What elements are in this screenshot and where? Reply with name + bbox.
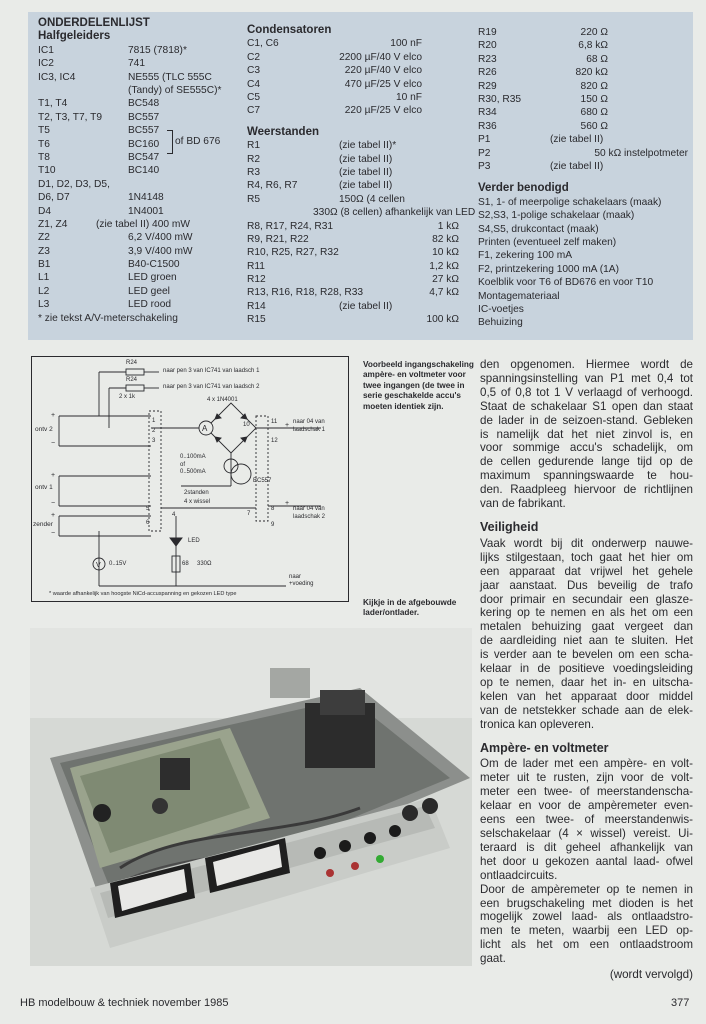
text-line: Printen (eventueel zelf maken) <box>478 236 617 248</box>
part-value: NE555 (TLC 555C <box>128 71 212 83</box>
label-ontv1: ontv 1 <box>35 484 53 491</box>
part-ref: R19 <box>478 27 497 38</box>
pin-12: 12 <box>271 438 278 444</box>
part-ref: C1, C6 <box>247 38 279 50</box>
part-value: (zie tabel II) <box>339 300 393 312</box>
parts-row <box>478 106 688 119</box>
part-ref: P1 <box>478 134 491 146</box>
parts-row <box>247 64 467 77</box>
part-value: 330Ω (8 cellen) afhankelijk van LED <box>313 207 476 219</box>
part-ref: R12 <box>247 274 266 286</box>
part-value: 1,2 kΩ <box>429 260 459 272</box>
parts-row <box>38 44 248 57</box>
parts-row <box>478 26 688 39</box>
label-bc557: BC557 <box>253 478 272 484</box>
part-ref: R14 <box>247 300 266 312</box>
parts-row <box>38 271 248 284</box>
part-ref: L2 <box>38 285 50 297</box>
text-line: een apparaat dat vrijwel het gehele <box>480 564 693 578</box>
part-value: 100 nF <box>390 38 422 50</box>
text-line: het door u gekozen aantal laad- ofwel <box>480 854 693 868</box>
part-value: 1N4001 <box>128 205 164 217</box>
footer-magazine: HB modelbouw & techniek november 1985 <box>20 997 229 1009</box>
parts-row <box>247 300 467 313</box>
part-value: 741 <box>128 58 145 70</box>
part-ref: Z3 <box>38 245 50 257</box>
part-value: (zie tabel II) 400 mW <box>96 218 190 230</box>
part-ref: R8, R17, R24, R31 <box>247 220 334 232</box>
text-line: voor sommige accu's schadelijk, om <box>480 441 693 455</box>
part-value: 6,2 V/400 mW <box>128 232 193 244</box>
part-ref: C2 <box>247 51 261 63</box>
text-line: IC-voetjes <box>478 303 524 315</box>
text-line: F1, zekering 100 mA <box>478 250 572 262</box>
part-value: (zie tabel II) <box>339 180 393 192</box>
part-value: BC557 <box>128 125 160 137</box>
parts-row <box>478 66 688 79</box>
text-line: mogelijk zowel laad- als ontlaadstro- <box>480 910 693 924</box>
text-line: van de netstekker schade aan de elek- <box>480 703 693 717</box>
part-ref: R23 <box>478 53 497 65</box>
text-line: eens een twee- of meerstandenwis- <box>480 813 693 827</box>
label-minus-3: − <box>51 530 56 537</box>
label-r24b: R24 <box>126 377 138 383</box>
part-value: (zie tabel II)* <box>339 140 397 152</box>
part-ref: R36 <box>478 120 497 132</box>
parts-row <box>247 91 467 104</box>
label-standen: 2standen <box>184 490 209 496</box>
text-line: tronica kan opleveren. <box>480 717 595 731</box>
parts-row <box>478 53 688 66</box>
text-line: S1, 1- of meerpolige schakelaars (maak) <box>478 196 662 208</box>
parts-row <box>247 104 467 117</box>
part-value: 2200 µF/40 V elco <box>339 51 422 63</box>
part-ref: P2 <box>478 147 491 159</box>
part-value: BC160 <box>128 138 160 150</box>
section-body-veiligheid <box>480 537 693 732</box>
text-line: kering op te nemen en als het om een <box>480 606 693 620</box>
part-ref: IC2 <box>38 58 54 70</box>
parts-row <box>478 147 688 160</box>
text-line: door primair en secundair een glasze- <box>480 592 693 606</box>
part-ref: P3 <box>478 160 491 172</box>
svg-text:V: V <box>96 562 101 569</box>
part-ref: R11 <box>247 260 265 272</box>
text-line: is namelijk dat het niet zinvol is, en <box>480 427 693 441</box>
part-ref: T5 <box>38 125 50 137</box>
article-column <box>480 358 693 982</box>
text-line: van de fabrikant. <box>480 497 566 511</box>
part-ref: R30, R35 <box>478 93 522 105</box>
label-led: LED <box>188 538 200 544</box>
part-value: 100 kΩ <box>426 314 459 326</box>
label-r24a: R24 <box>126 360 138 366</box>
parts-row <box>478 160 688 173</box>
capacitor-rows <box>247 37 467 117</box>
label-to04-1a: naar 04 van <box>293 419 325 425</box>
parts-list-title: ONDERDELENLIJST <box>38 17 150 29</box>
parts-row <box>38 285 248 298</box>
parts-row <box>247 273 467 286</box>
text-line: Koelblik voor T6 of BD676 en voor T10 <box>478 277 654 289</box>
device-photo <box>30 628 472 966</box>
right-parts-column <box>478 26 688 330</box>
label-naar: naar <box>289 574 302 580</box>
label-pin3-2: naar pen 3 van IC741 van laadsch 2 <box>163 384 260 390</box>
part-ref: IC1 <box>38 44 54 56</box>
part-ref: R5 <box>247 193 261 205</box>
parts-row <box>247 139 467 152</box>
pin-9: 9 <box>271 522 275 528</box>
text-line: 0,5 of 0,8 tot 1 V verlaagd of verhoogd. <box>480 385 693 399</box>
section-body-meter-2 <box>480 883 693 966</box>
text-line: ontlaadcircuits. <box>480 868 558 882</box>
text-line: Door de ampèremeter op te nemen in <box>480 882 693 896</box>
parts-row <box>478 80 688 93</box>
section-body-meter <box>480 757 693 882</box>
part-value: 10 kΩ <box>432 247 459 259</box>
text-line: licht als het om een ontlaadstroom <box>480 938 693 952</box>
part-value: 820 kΩ <box>575 67 608 79</box>
parts-row <box>247 166 467 179</box>
text-line: men te meten, waarbij een LED op- <box>480 924 693 938</box>
part-value: 820 Ω <box>580 80 608 92</box>
parts-row <box>38 151 248 164</box>
part-ref: R13, R16, R18, R28, R33 <box>247 287 364 299</box>
label-to04-2a: naar 04 van <box>293 506 325 512</box>
parts-row <box>247 313 467 326</box>
part-ref: IC3, IC4 <box>38 71 76 83</box>
part-value: 1N4148 <box>128 192 164 204</box>
parts-row <box>38 191 248 204</box>
photo-caption: Kijkje in de afgebouwde lader/ontlader. <box>363 598 457 618</box>
pin-3: 3 <box>152 438 156 444</box>
text-line: Behuizing <box>478 317 523 329</box>
parts-row <box>247 233 467 246</box>
resistor-rows <box>247 139 476 326</box>
section-title-veiligheid: Veiligheid <box>480 519 539 534</box>
part-ref: R3 <box>247 166 261 178</box>
label-plus-4: + <box>285 422 290 429</box>
part-ref: L1 <box>38 272 50 284</box>
label-plus-1: + <box>51 412 56 419</box>
parts-row <box>38 258 248 271</box>
text-line: op te nemen, daar het in- en uitscha- <box>480 675 693 689</box>
part-ref: R2 <box>247 153 261 165</box>
text-line: Om de lader met een ampère- en volt- <box>480 757 693 771</box>
label-pin3-1: naar pen 3 van IC741 van laadsch 1 <box>163 368 260 374</box>
part-value: 220 µF/25 V elco <box>344 105 422 117</box>
part-value: LED groen <box>128 272 177 284</box>
text-line: de cellen gedurende lange tijd op de <box>480 455 693 469</box>
label-plus-2: + <box>51 472 56 479</box>
part-ref: R20 <box>478 40 497 52</box>
parts-row <box>38 71 248 84</box>
text-line: Vaak wordt bij dit onderwerp nauwe- <box>480 536 693 550</box>
part-value: (zie tabel II) <box>339 153 393 165</box>
parts-row <box>38 164 248 177</box>
parts-row <box>247 193 467 206</box>
part-value: BC548 <box>128 98 160 110</box>
label-volt: 0..15V <box>109 561 127 567</box>
text-line: Staat de schakelaar S1 open dan staat <box>480 399 693 413</box>
part-ref: C3 <box>247 65 261 77</box>
text-line: meter uit te rusten, zijn voor de volt- <box>480 771 693 785</box>
part-ref: R34 <box>478 107 497 119</box>
part-value: (zie tabel II) <box>550 160 604 172</box>
brace-note: of BD 676 <box>175 136 221 147</box>
text-line: de lader in de seizoen-stand. Gebleken <box>480 413 693 427</box>
section-title-meter: Ampère- en voltmeter <box>480 740 609 755</box>
parts-row <box>38 218 248 231</box>
text-line: kelaar en voor de ampèremeter even- <box>480 799 693 813</box>
part-ref: R26 <box>478 67 497 79</box>
part-ref: C5 <box>247 91 261 103</box>
label-diodes: 4 x 1N4001 <box>207 397 238 403</box>
label-meter2: 0..500mA <box>180 469 206 475</box>
label-r330: 330Ω <box>197 561 212 567</box>
other-heading: Verder benodigd <box>478 182 569 195</box>
pin-6: 6 <box>146 520 150 526</box>
part-value: 220 µF/40 V elco <box>344 65 422 77</box>
text-line: S2,S3, 1-polige schakelaar (maak) <box>478 210 635 222</box>
pin-4: 4 <box>172 512 176 518</box>
part-value: (zie tabel II) <box>550 134 604 146</box>
text-line: meter een twee- of meerstandenscha- <box>480 785 693 799</box>
pin-8: 8 <box>271 506 275 512</box>
parts-row <box>38 84 248 97</box>
continued-note: (wordt vervolgd) <box>609 968 693 982</box>
text-line: spanningsinstelling van P1 met 0,4 tot <box>480 371 693 385</box>
pin-1: 1 <box>152 418 156 424</box>
parts-row <box>247 286 467 299</box>
schematic-diagram <box>31 356 349 602</box>
part-ref: Z1, Z4 <box>38 218 68 230</box>
parts-row <box>247 78 467 91</box>
part-value: B40-C1500 <box>128 259 180 271</box>
text-line: den opgenomen. Hiermee wordt de <box>480 358 693 371</box>
parts-row <box>478 39 688 52</box>
part-ref: B1 <box>38 259 51 271</box>
label-minus-2: − <box>51 500 56 507</box>
parts-row <box>247 179 467 192</box>
part-value: 4,7 kΩ <box>429 287 459 299</box>
part-value: LED rood <box>128 299 172 311</box>
part-value: 470 µF/25 V elco <box>344 78 422 90</box>
part-ref: R15 <box>247 314 266 326</box>
parts-row <box>38 231 248 244</box>
label-to04-2b: laadschak 2 <box>293 514 326 520</box>
resistor-rows-right <box>478 26 688 173</box>
text-line: lijks stilgestaan, toch gaat het hier om <box>480 550 693 564</box>
footer-page-number: 377 <box>671 997 690 1009</box>
article-intro <box>480 358 693 511</box>
pin-11: 11 <box>271 419 278 425</box>
part-value: 150 Ω <box>580 93 608 105</box>
part-ref: R9, R21, R22 <box>247 233 309 245</box>
text-line: teraard is dit geheel afhankelijk van <box>480 840 693 854</box>
svg-text:A: A <box>202 424 208 433</box>
part-ref: D1, D2, D3, D5, <box>38 178 110 190</box>
text-line: den. Raadpleeg hiervoor de richtlijnen <box>480 483 693 497</box>
text-line: selschakelaar (4 × wissel) vereist. Ui- <box>480 827 693 840</box>
parts-row <box>38 111 248 124</box>
part-value: BC140 <box>128 165 160 177</box>
text-line: Montagemateriaal <box>478 290 560 302</box>
pin-10: 10 <box>243 422 250 428</box>
part-ref: C7 <box>247 105 261 117</box>
capacitor-heading: Condensatoren <box>247 24 332 36</box>
pin-2: 2 <box>152 428 156 434</box>
parts-row <box>478 133 688 146</box>
text-line: de aardleiding niet aan te sluiten. Het <box>480 634 693 648</box>
part-value: 150Ω (4 cellen <box>339 193 405 205</box>
part-value: (Tandy) of SE555C)* <box>128 84 222 96</box>
part-ref: L3 <box>38 299 50 311</box>
semiconductor-heading: Halfgeleiders <box>38 30 111 43</box>
parts-row <box>247 246 467 259</box>
text-line: F2, printzekering 1000 mA (1A) <box>478 263 619 275</box>
text-line: gaat. <box>480 952 506 966</box>
part-ref: R1 <box>247 140 261 152</box>
text-line: kelaar in de positieve voedingsleiding <box>480 662 693 676</box>
semiconductor-column <box>38 17 248 325</box>
label-ontv2: ontv 2 <box>35 426 53 433</box>
label-meter-of: of <box>180 462 186 468</box>
parts-row <box>247 220 467 233</box>
part-ref: D6, D7 <box>38 192 70 204</box>
part-value: 50 kΩ instelpotmeter <box>594 147 688 159</box>
schematic-caption: Voorbeeld ingangschakeling ampère- en voltmeter voor twee ingangen (de twee in serie geschakelde accu's moeten identiek zijn. <box>363 360 474 411</box>
pin-5: 5 <box>146 506 150 512</box>
part-value: 6,8 kΩ <box>578 40 608 52</box>
part-value: (zie tabel II) <box>339 166 393 178</box>
text-line: een brugschakeling met dioden is het <box>480 896 693 910</box>
parts-row <box>38 205 248 218</box>
part-value: 7815 (7818)* <box>128 44 187 56</box>
label-plus-3: + <box>51 512 56 519</box>
text-line: maximum spanningswaarde te hou- <box>480 469 693 483</box>
part-value: 1 kΩ <box>437 220 459 232</box>
part-ref: D4 <box>38 205 52 217</box>
text-line: kelen van het apparaat door middel <box>480 689 693 703</box>
label-plus-5: + <box>285 500 290 507</box>
part-ref: T6 <box>38 138 50 150</box>
parts-row <box>247 37 467 50</box>
schematic-note: * waarde afhankelijk van hoogste NiCd-accuspanning en gekozen LED type <box>49 591 237 597</box>
parts-row <box>38 245 248 258</box>
label-meter: 0..100mA <box>180 454 206 460</box>
semiconductor-rows <box>38 44 248 312</box>
part-value: 3,9 V/400 mW <box>128 245 193 257</box>
parts-row <box>247 153 467 166</box>
part-value: BC547 <box>128 151 160 163</box>
text-line: is verder aan te bevelen om een scha- <box>480 648 693 662</box>
parts-row <box>478 93 688 106</box>
part-ref: C4 <box>247 78 261 90</box>
label-wissel: 4 x wissel <box>184 499 211 505</box>
part-ref: R4, R6, R7 <box>247 180 298 192</box>
parts-row <box>247 206 476 219</box>
label-to04-1b: laadschak 1 <box>293 427 326 433</box>
part-value: 82 kΩ <box>432 233 459 245</box>
label-r68: 68 <box>182 561 189 567</box>
part-value: 68 Ω <box>586 53 608 65</box>
part-value: 680 Ω <box>580 107 608 119</box>
parts-row <box>478 120 688 133</box>
part-value: 27 kΩ <box>432 274 459 286</box>
text-line: jaar aanstaat. Dus beveilig de trafo <box>480 578 693 592</box>
part-value: LED geel <box>128 285 170 297</box>
semiconductor-footnote: * zie tekst A/V-meterschakeling <box>38 312 178 324</box>
resistor-heading: Weerstanden <box>247 125 320 138</box>
label-voeding: +voeding <box>289 581 314 587</box>
part-ref: T2, T3, T7, T9 <box>38 111 102 123</box>
part-ref: Z2 <box>38 232 50 244</box>
text-line: metalen behuizing gaat vergeet dan <box>480 620 693 634</box>
parts-row <box>247 51 467 64</box>
parts-row <box>247 260 467 273</box>
pin-7: 7 <box>247 511 251 517</box>
part-value: BC557 <box>128 111 160 123</box>
label-res2k: 2 x 1k <box>119 394 136 400</box>
parts-row <box>38 298 248 311</box>
other-items <box>478 196 688 330</box>
part-ref: R29 <box>478 80 497 92</box>
label-minus-1: − <box>51 440 56 447</box>
part-ref: T10 <box>38 165 56 177</box>
brace-mark <box>167 130 173 154</box>
part-ref: T8 <box>38 151 50 163</box>
text-line: S4,S5, drukcontact (maak) <box>478 223 599 235</box>
label-zender: zender <box>33 521 53 528</box>
parts-row <box>38 57 248 70</box>
part-value: 560 Ω <box>580 120 608 132</box>
parts-row <box>38 97 248 110</box>
part-value: 220 Ω <box>580 27 608 38</box>
part-ref: R10, R25, R27, R32 <box>247 247 339 259</box>
capacitor-resistor-column <box>247 24 476 327</box>
part-value: 10 nF <box>395 91 422 103</box>
part-ref: T1, T4 <box>38 98 68 110</box>
parts-row <box>38 178 248 191</box>
